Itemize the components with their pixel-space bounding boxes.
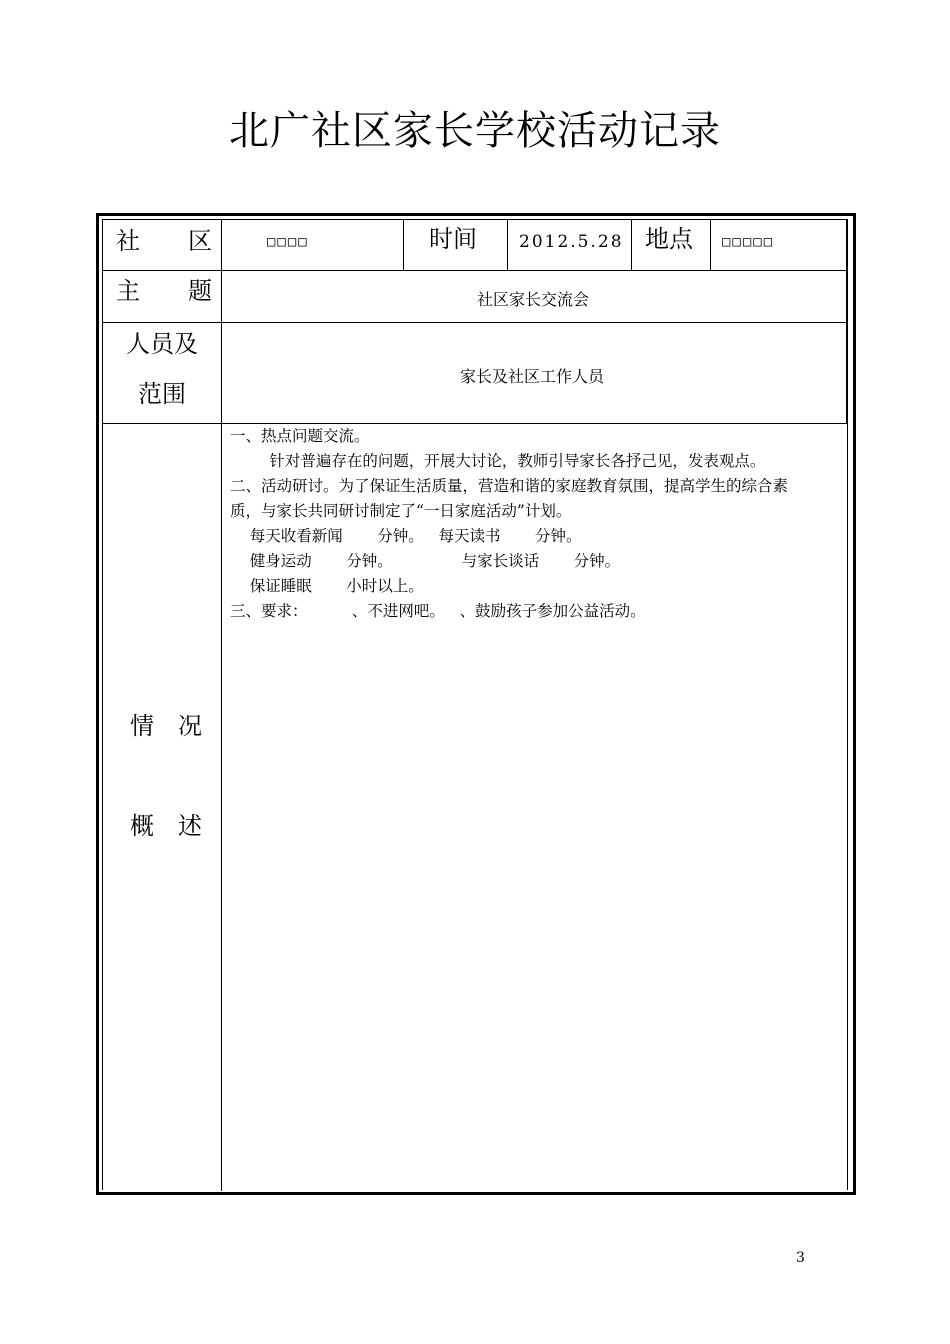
summary-line: 二、活动研讨。为了保证生活质量，营造和谐的家庭教育氛围，提高学生的综合素 xyxy=(230,477,789,495)
summary-line: 健身运动 分钟。 与家长谈话 分钟。 xyxy=(230,552,621,570)
people-value: 家长及社区工作人员 xyxy=(460,367,605,386)
people-label-cell xyxy=(102,322,222,424)
document-title: 北广社区家长学校活动记录 xyxy=(229,108,721,154)
summary-line: 每天收看新闻 分钟。 每天读书 分钟。 xyxy=(230,527,582,545)
time-value: 2012.5.28 xyxy=(519,232,624,252)
community-label: 社 区 xyxy=(116,227,212,255)
time-value-cell xyxy=(507,219,632,271)
summary-line: 针对普遍存在的问题，开展大讨论，教师引导家长各抒己见，发表观点。 xyxy=(230,452,766,470)
location-value-cell xyxy=(710,219,847,271)
location-value: □□□□□ xyxy=(722,234,775,250)
theme-value: 社区家长交流会 xyxy=(477,290,590,309)
community-value: □□□□ xyxy=(267,234,309,250)
time-label-cell xyxy=(403,219,508,271)
summary-label-line2: 概 述 xyxy=(130,812,202,840)
people-label-line1: 人员及 xyxy=(126,330,198,358)
summary-line: 三、要求： 、不进网吧。 、鼓励孩子参加公益活动。 xyxy=(230,602,646,620)
time-label: 时间 xyxy=(429,225,477,253)
community-value-cell xyxy=(221,219,404,271)
summary-label-line1: 情 况 xyxy=(130,712,202,740)
page-number: 3 xyxy=(796,1250,805,1266)
theme-value-cell xyxy=(221,270,847,323)
summary-label-cell xyxy=(102,423,222,1191)
theme-label-cell xyxy=(102,270,222,323)
location-label-cell xyxy=(631,219,711,271)
summary-line: 一、热点问题交流。 xyxy=(230,427,370,445)
theme-label: 主 题 xyxy=(116,277,212,305)
summary-line: 保证睡眠 小时以上。 xyxy=(230,577,424,595)
summary-line: 质，与家长共同研讨制定了“一日家庭活动”计划。 xyxy=(230,502,572,520)
people-label-line2: 范围 xyxy=(138,380,186,408)
people-value-cell xyxy=(221,322,847,424)
summary-content xyxy=(230,424,840,624)
community-label-cell xyxy=(102,219,222,271)
location-label: 地点 xyxy=(645,225,693,253)
